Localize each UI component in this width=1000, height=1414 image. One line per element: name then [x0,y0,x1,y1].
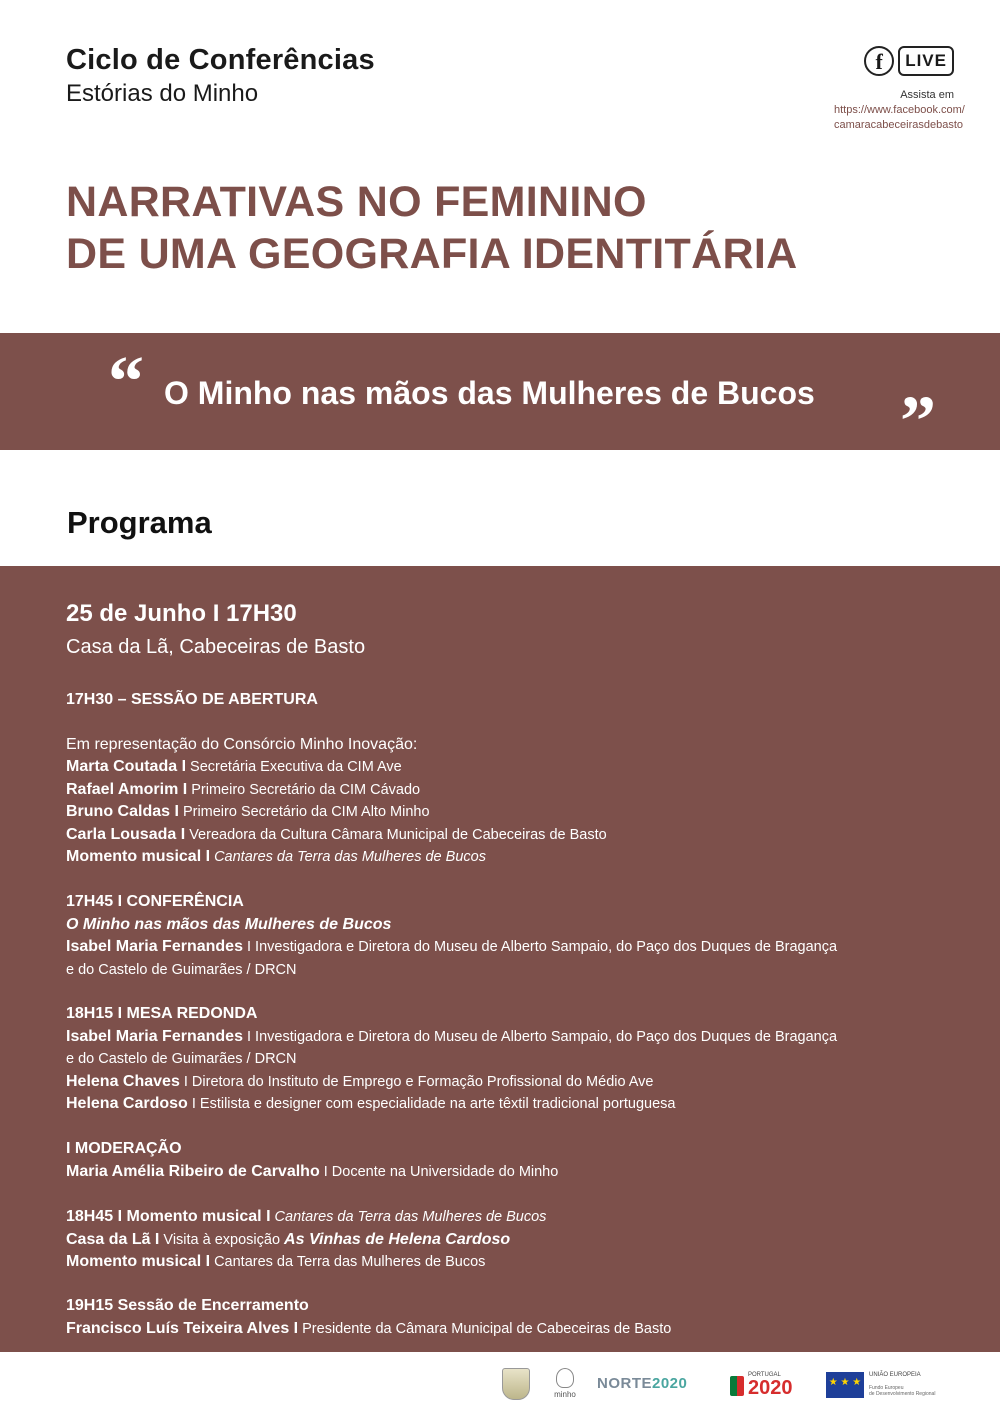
facebook-url-line1[interactable]: https://www.facebook.com/ [834,104,965,116]
abertura-section [66,689,607,869]
list-item: Carla Lousada I Vereadora da Cultura Câmara Municipal de Cabeceiras de Basto [66,825,607,843]
conferencia-speaker: Isabel Maria Fernandes [66,938,243,955]
conferencia-title: O Minho nas mãos das Mulheres de Bucos [66,915,392,933]
series-title: Ciclo de Conferências [66,44,375,76]
minho-icon [556,1368,574,1388]
conferencia-heading: 17H45 I CONFERÊNCIA [66,893,244,910]
encerramento-heading: 19H15 Sessão de Encerramento [66,1297,309,1314]
open-quote-mark: “ [108,341,144,421]
moderacao-section: I MODERAÇÃO Maria Amélia Ribeiro de Carvalho I Docente na Universidade do Minho [66,1140,559,1180]
facebook-icon: f [864,46,894,76]
event-venue: Casa da Lã, Cabeceiras de Basto [66,636,366,658]
mesa-section: 18H15 I MESA REDONDA Isabel Maria Fernandes I Investigadora e Diretora do Museu de Alberto Sampaio, do Paço dos Duques de Bragança e do Castelo de Guimarães / DRCN Helena Chaves I Diretora do Instituto de Emprego e Formação Profissional do Médio Ave Helena Cardoso I Estilista e designer com especialidade na arte têxtil tradicional portuguesa [66,1005,838,1112]
municipal-crest-logo [502,1368,530,1400]
facebook-live-info [834,46,965,146]
facebook-url-line2[interactable]: camaracabeceirasdebasto [834,119,964,131]
portugal-flag-icon [730,1376,744,1396]
main-title-line1: NARRATIVAS NO FEMININO [66,178,647,226]
close-quote-mark: ” [900,381,936,461]
list-item: Momento musical I Cantares da Terra das Mulheres de Bucos [66,848,486,865]
event-date: 25 de Junho I 17H30 [66,600,297,627]
watch-label: Assista em [900,89,954,101]
main-title [66,176,797,280]
series-subtitle: Estórias do Minho [66,80,259,107]
live-badge: LIVE [898,46,954,76]
norte2020-logo: NORTE2020 [597,1375,688,1392]
abertura-intro: Em representação do Consórcio Minho Inovação: [66,735,418,753]
minho-logo: minho [552,1368,578,1399]
momento-section: 18H45 I Momento musical I Cantares da Terra das Mulheres de Bucos Casa da Lã I Visita à exposição As Vinhas de Helena Cardoso Momento musical I Cantares da Terra das Mulheres de Bucos [66,1208,547,1270]
mesa-heading: 18H15 I MESA REDONDA [66,1005,258,1022]
quote-text: O Minho nas mãos das Mulheres de Bucos [164,375,815,411]
conferencia-section: 17H45 I CONFERÊNCIA O Minho nas mãos das Mulheres de Bucos Isabel Maria Fernandes I Investigadora e Diretora do Museu de Alberto Sampaio, do Paço dos Duques de Bragança e do Castelo de Guimarães / DRCN [66,893,838,978]
main-title-line2: DE UMA GEOGRAFIA IDENTITÁRIA [66,230,798,278]
list-item: Rafael Amorim I Primeiro Secretário da CIM Cávado [66,780,421,798]
list-item: Bruno Caldas I Primeiro Secretário da CIM Alto Minho [66,803,430,820]
encerramento-section: 19H15 Sessão de Encerramento Francisco Luís Teixeira Alves I Presidente da Câmara Municipal de Cabeceiras de Basto [66,1297,672,1337]
eu-flag-icon: ★ ★ ★ [826,1372,864,1398]
list-item: Marta Coutada I Secretária Executiva da CIM Ave [66,758,402,775]
moderacao-heading: I MODERAÇÃO [66,1140,182,1157]
abertura-heading: 17H30 – SESSÃO DE ABERTURA [66,691,318,708]
programa-heading: Programa [67,505,212,540]
